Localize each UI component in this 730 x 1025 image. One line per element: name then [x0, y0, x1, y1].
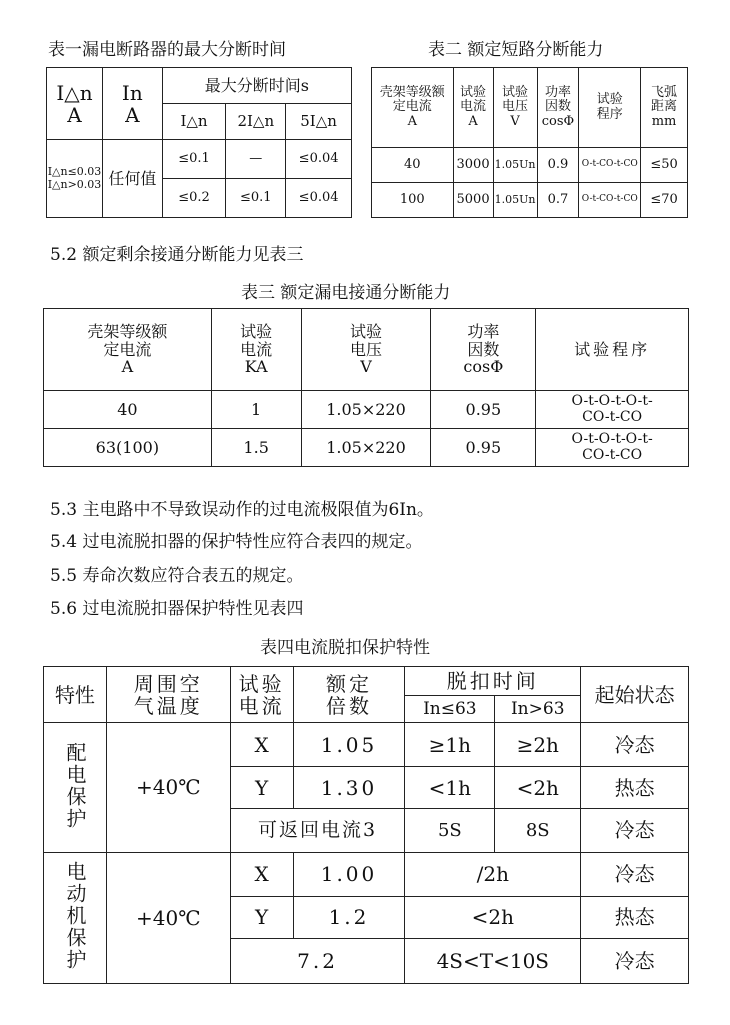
- table2-title: 表二 额定短路分断能力: [428, 40, 604, 60]
- t4-cell: Y: [230, 896, 293, 938]
- t4-cell: 冷态: [581, 809, 689, 852]
- para-5-2: 5.2 额定剩余接通分断能力见表三: [50, 245, 304, 265]
- t2-header-rated-current: 壳架等级额 定电流 A: [372, 68, 454, 148]
- t4-cell: 7.2: [230, 938, 405, 983]
- t3-cell: 0.95: [431, 391, 536, 429]
- para-5-6: 5.6 过电流脱扣器保护特性见表四: [50, 599, 304, 619]
- t4-cell: 冷态: [581, 723, 689, 767]
- t1-header-in: In A: [102, 68, 162, 140]
- t3-cell-sequence: O-t-O-t-O-t- CO-t-CO: [536, 391, 689, 429]
- t4-header-initial-state: 起始状态: [581, 667, 689, 723]
- t4-cell: 热态: [581, 767, 689, 809]
- t3-header-test-current: 试验 电流 KA: [211, 309, 301, 391]
- para-5-5: 5.5 寿命次数应符合表五的规定。: [50, 566, 304, 586]
- t2-cell: ≤70: [641, 183, 688, 218]
- t2-header-test-current: 试验 电流 A: [453, 68, 493, 148]
- para-5-3: 5.3 主电路中不导致误动作的过电流极限值为6In。: [50, 500, 434, 520]
- t3-header-power-factor: 功率 因数 cosΦ: [431, 309, 536, 391]
- t4-cell: 冷态: [581, 938, 689, 983]
- t1-cell: ≤0.04: [286, 179, 352, 218]
- table3: [43, 308, 689, 467]
- t2-cell: 100: [372, 183, 454, 218]
- t4-header-test-current: 试验 电流: [230, 667, 293, 723]
- t4-cell: 1.30: [293, 767, 405, 809]
- table1: [46, 67, 352, 218]
- t2-header-power-factor: 功率 因数 cosΦ: [537, 68, 579, 148]
- t4-group1-temp: +40℃: [106, 723, 230, 852]
- t4-cell: /2h: [405, 852, 581, 896]
- t4-group2-label: 电动机保护: [44, 852, 107, 983]
- t2-cell: ≤50: [641, 148, 688, 183]
- t2-header-arc-distance: 飞弧 距离 mm: [641, 68, 688, 148]
- t2-cell: 3000: [453, 148, 493, 183]
- t3-cell: 1.05×220: [301, 391, 431, 429]
- t3-cell: 1.5: [211, 429, 301, 467]
- t1-header-c3: 5I△n: [286, 104, 352, 140]
- t4-cell: 1.2: [293, 896, 405, 938]
- t2-cell: 0.7: [537, 183, 579, 218]
- t3-cell: 63(100): [44, 429, 212, 467]
- t1-cell: ≤0.04: [286, 140, 352, 179]
- t1-header-c2: 2I△n: [226, 104, 286, 140]
- t1-row-labels: I△n≤0.03 I△n>0.03: [47, 140, 103, 218]
- t1-header-idn: I△n A: [47, 68, 103, 140]
- t4-cell: 1.05: [293, 723, 405, 767]
- t4-header-le63: In≤63: [405, 696, 495, 723]
- t2-header-test-sequence: 试验 程序: [579, 68, 641, 148]
- para-5-4: 5.4 过电流脱扣器的保护特性应符合表四的规定。: [50, 532, 423, 552]
- t4-header-gt63: In>63: [495, 696, 581, 723]
- t4-cell: ≥2h: [495, 723, 581, 767]
- t4-header-multiple: 额定 倍数: [293, 667, 405, 723]
- t3-cell: 1: [211, 391, 301, 429]
- t2-cell: O-t-CO-t-CO: [579, 148, 641, 183]
- t4-cell: Y: [230, 767, 293, 809]
- t2-header-test-voltage: 试验 电压 V: [493, 68, 537, 148]
- t1-cell: ≤0.1: [226, 179, 286, 218]
- t2-cell: 1.05Un: [493, 148, 537, 183]
- t4-cell: 冷态: [581, 852, 689, 896]
- t1-header-max-time: 最大分断时间s: [162, 68, 351, 104]
- t4-header-trip-time: 脱扣时间: [405, 667, 581, 696]
- t3-cell: 1.05×220: [301, 429, 431, 467]
- t2-cell: 40: [372, 148, 454, 183]
- t4-cell: 5S: [405, 809, 495, 852]
- table1-title: 表一漏电断路器的最大分断时间: [48, 40, 286, 60]
- t4-cell: ≥1h: [405, 723, 495, 767]
- t4-cell: 1.00: [293, 852, 405, 896]
- table4-title: 表四电流脱扣保护特性: [260, 638, 430, 658]
- t3-cell-sequence: O-t-O-t-O-t- CO-t-CO: [536, 429, 689, 467]
- t3-cell: 40: [44, 391, 212, 429]
- t4-header-characteristic: 特性: [44, 667, 107, 723]
- t2-cell: 5000: [453, 183, 493, 218]
- t3-cell: 0.95: [431, 429, 536, 467]
- t4-cell: <2h: [405, 896, 581, 938]
- t4-cell: 8S: [495, 809, 581, 852]
- t4-group2-temp: +40℃: [106, 852, 230, 983]
- t1-cell: —: [226, 140, 286, 179]
- t2-cell: 1.05Un: [493, 183, 537, 218]
- t4-cell: X: [230, 852, 293, 896]
- t1-cell: ≤0.2: [162, 179, 226, 218]
- t4-cell: X: [230, 723, 293, 767]
- t4-group1-label: 配电保护: [44, 723, 107, 852]
- t4-cell: 热态: [581, 896, 689, 938]
- t4-cell: 可返回电流3: [230, 809, 405, 852]
- t1-header-c1: I△n: [162, 104, 226, 140]
- t2-cell: O-t-CO-t-CO: [579, 183, 641, 218]
- t1-in-value: 任何值: [102, 140, 162, 218]
- t4-cell: <1h: [405, 767, 495, 809]
- t3-header-rated-current: 壳架等级额 定电流 A: [44, 309, 212, 391]
- table2: [371, 67, 688, 218]
- table4: [43, 666, 689, 984]
- t3-header-test-sequence: 试验程序: [536, 309, 689, 391]
- t3-header-test-voltage: 试验 电压 V: [301, 309, 431, 391]
- t4-cell: <2h: [495, 767, 581, 809]
- t4-cell: 4S<T<10S: [405, 938, 581, 983]
- t2-cell: 0.9: [537, 148, 579, 183]
- t4-header-ambient-temp: 周围空 气温度: [106, 667, 230, 723]
- t1-cell: ≤0.1: [162, 140, 226, 179]
- table3-title: 表三 额定漏电接通分断能力: [241, 283, 451, 303]
